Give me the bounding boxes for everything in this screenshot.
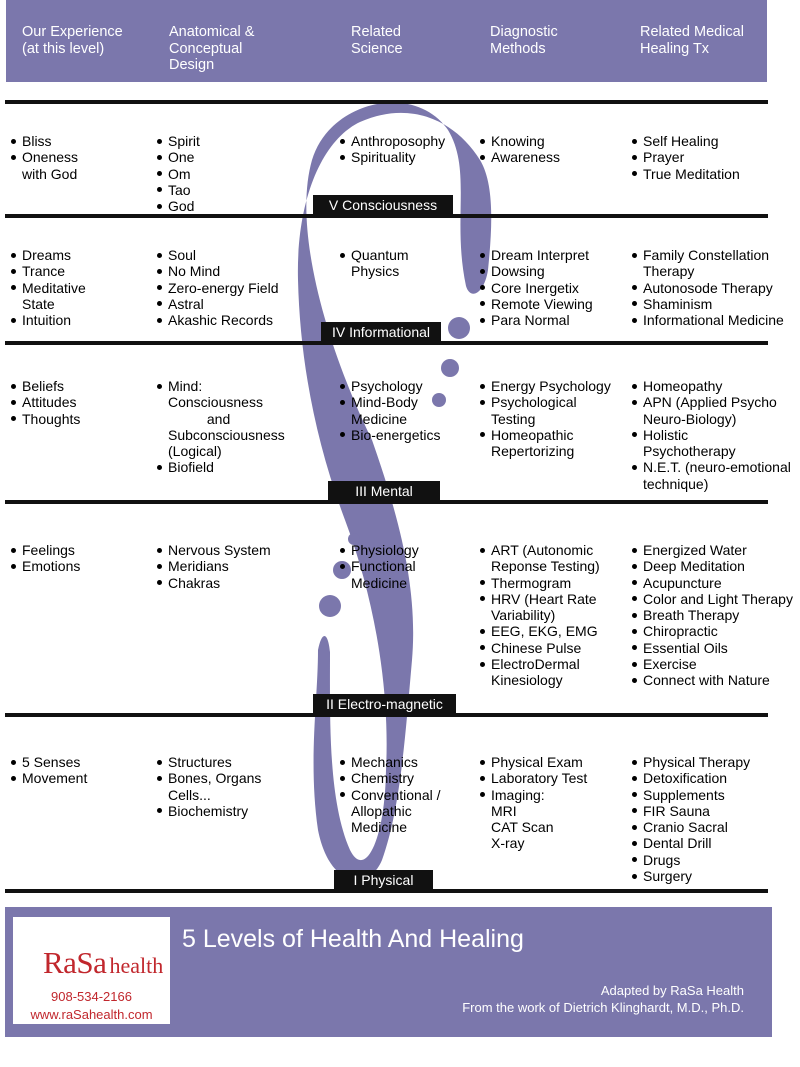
list-item: Therapy xyxy=(643,263,695,280)
list-item: X-ray xyxy=(491,835,525,852)
list-item: Exercise xyxy=(631,656,793,672)
list-item: Trance xyxy=(10,263,86,279)
column-header-experience: Our Experience (at this level) xyxy=(22,24,123,57)
list-item: Medicine xyxy=(351,819,408,836)
list-item: Autonosode Therapy xyxy=(631,280,784,296)
column-header-healing: Related Medical Healing Tx xyxy=(640,24,744,57)
list-item: Tao xyxy=(156,182,200,198)
list-item: Functional xyxy=(339,558,419,574)
list-item: Connect with Nature xyxy=(631,672,793,688)
list-item: FIR Sauna xyxy=(631,803,750,819)
list-item: Intuition xyxy=(10,312,86,328)
list-item: MRI xyxy=(491,802,517,819)
level-1-anatomical-list xyxy=(156,754,261,819)
list-item: technique) xyxy=(643,475,709,492)
list-item: Holistic xyxy=(631,427,791,443)
list-item: Bones, Organs xyxy=(156,770,261,786)
level-label: I Physical xyxy=(334,870,433,890)
level-2-experience-list xyxy=(10,542,80,575)
list-item: Nervous System xyxy=(156,542,271,558)
list-item: No Mind xyxy=(156,263,279,279)
list-item: Emotions xyxy=(10,558,80,574)
list-item: Family Constellation xyxy=(631,247,784,263)
list-item: Deep Meditation xyxy=(631,558,793,574)
list-item: Color and Light Therapy xyxy=(631,591,793,607)
logo-website: www.raSahealth.com xyxy=(30,1007,153,1022)
logo-phone: 908-534-2166 xyxy=(51,989,132,1004)
list-item: Dream Interpret xyxy=(479,247,593,263)
level-2-healing-list xyxy=(631,542,793,689)
list-item: Awareness xyxy=(479,149,560,165)
list-item: Om xyxy=(156,166,200,182)
level-3-healing-list xyxy=(631,378,791,492)
list-item: Reponse Testing) xyxy=(491,558,600,575)
list-item: Chiropractic xyxy=(631,623,793,639)
list-item: Breath Therapy xyxy=(631,607,793,623)
column-header-diagnostic: Diagnostic Methods xyxy=(490,24,558,57)
list-item: Informational Medicine xyxy=(631,312,784,328)
list-item: Thoughts xyxy=(10,411,80,427)
list-item: ElectroDermal xyxy=(479,656,600,672)
level-3-anatomical-list xyxy=(156,378,285,476)
list-item: Testing xyxy=(491,410,536,427)
list-item: Para Normal xyxy=(479,312,593,328)
logo-word: RaSa xyxy=(43,945,107,980)
list-item: 5 Senses xyxy=(10,754,87,770)
credit-source: From the work of Dietrich Klinghardt, M.D., Ph.D. xyxy=(462,1000,744,1015)
list-item: Kinesiology xyxy=(491,672,563,689)
list-item: Bliss xyxy=(10,133,78,149)
level-4-science-list xyxy=(339,247,409,280)
list-item: Biochemistry xyxy=(156,803,261,819)
list-item: Cells... xyxy=(168,786,211,803)
logo-word-suffix: health xyxy=(109,953,164,978)
level-5-diagnostic-list xyxy=(479,133,560,166)
list-item: Chinese Pulse xyxy=(479,640,600,656)
list-item: Variability) xyxy=(491,607,556,624)
list-item: Laboratory Test xyxy=(479,770,587,786)
list-item: Allopathic xyxy=(351,802,412,819)
list-item: Surgery xyxy=(631,868,750,884)
footer-banner xyxy=(5,907,772,1037)
list-item: Psychology xyxy=(339,378,441,394)
list-item: Imaging: xyxy=(479,787,587,803)
list-item: ART (Autonomic xyxy=(479,542,600,558)
level-3-diagnostic-list xyxy=(479,378,611,459)
list-item: Mind-Body xyxy=(339,394,441,410)
list-item: HRV (Heart Rate xyxy=(479,591,600,607)
list-item: APN (Applied Psycho xyxy=(631,394,791,410)
list-item: N.E.T. (neuro-emotional xyxy=(631,459,791,475)
list-item: Consciousness xyxy=(168,394,263,411)
list-item: Medicine xyxy=(351,574,408,591)
list-item: EEG, EKG, EMG xyxy=(479,623,600,639)
list-item: Homeopathic xyxy=(479,427,611,443)
list-item: Spirituality xyxy=(339,149,445,165)
list-item: Conventional / xyxy=(339,787,441,803)
column-header-science: Related Science xyxy=(351,24,403,57)
credit-adapted: Adapted by RaSa Health xyxy=(600,983,744,998)
list-item: Dreams xyxy=(10,247,86,263)
level-4-anatomical-list xyxy=(156,247,279,328)
list-item: True Meditation xyxy=(631,166,740,182)
list-item: Repertorizing xyxy=(491,443,575,460)
list-item: Psychological xyxy=(479,394,611,410)
list-item: Akashic Records xyxy=(156,312,279,328)
list-item: Detoxification xyxy=(631,770,750,786)
list-item: CAT Scan xyxy=(491,819,554,836)
list-item: Mechanics xyxy=(339,754,441,770)
list-item: Feelings xyxy=(10,542,80,558)
list-item: Energy Psychology xyxy=(479,378,611,394)
list-item: Quantum xyxy=(339,247,409,263)
list-item: Spirit xyxy=(156,133,200,149)
list-item: Chakras xyxy=(156,575,271,591)
list-item: Supplements xyxy=(631,787,750,803)
list-item: Anthroposophy xyxy=(339,133,445,149)
level-2-anatomical-list xyxy=(156,542,271,591)
list-item: Prayer xyxy=(631,149,740,165)
level-4-diagnostic-list xyxy=(479,247,593,328)
list-item: Acupuncture xyxy=(631,575,793,591)
level-4-experience-list xyxy=(10,247,86,328)
list-item: Biofield xyxy=(156,459,285,475)
list-item: One xyxy=(156,149,200,165)
list-item: Neuro-Biology) xyxy=(643,410,737,427)
list-item: God xyxy=(156,198,200,214)
list-item: Astral xyxy=(156,296,279,312)
level-label: III Mental xyxy=(328,481,440,501)
level-3-science-list xyxy=(339,378,441,443)
level-1-healing-list xyxy=(631,754,750,884)
list-item: (Logical) xyxy=(168,443,222,460)
list-item: Subconsciousness xyxy=(168,426,285,443)
list-item: State xyxy=(22,295,55,312)
list-item: and xyxy=(168,410,231,427)
level-label: II Electro-magnetic xyxy=(313,694,456,714)
level-5-experience-list xyxy=(10,133,78,182)
list-item: Mind: xyxy=(156,378,285,394)
rasa-health-logo xyxy=(13,917,170,1024)
level-5-anatomical-list xyxy=(156,133,200,214)
list-item: Beliefs xyxy=(10,378,80,394)
list-item: Chemistry xyxy=(339,770,441,786)
list-item: Cranio Sacral xyxy=(631,819,750,835)
list-item: Meridians xyxy=(156,558,271,574)
top-rule xyxy=(5,100,768,104)
list-item: Core Inergetix xyxy=(479,280,593,296)
list-item: Physical Therapy xyxy=(631,754,750,770)
level-5-science-list xyxy=(339,133,445,166)
list-item: Medicine xyxy=(351,410,408,427)
list-item: Knowing xyxy=(479,133,560,149)
list-item: Dental Drill xyxy=(631,835,750,851)
list-item: Self Healing xyxy=(631,133,740,149)
level-1-science-list xyxy=(339,754,441,835)
list-item: Attitudes xyxy=(10,394,80,410)
list-item: Remote Viewing xyxy=(479,296,593,312)
level-1-experience-list xyxy=(10,754,87,787)
list-item: Psychotherapy xyxy=(643,443,736,460)
list-item: Zero-energy Field xyxy=(156,280,279,296)
list-item: Dowsing xyxy=(479,263,593,279)
level-label: V Consciousness xyxy=(313,195,453,215)
level-2-diagnostic-list xyxy=(479,542,600,689)
list-item: Thermogram xyxy=(479,575,600,591)
list-item: Homeopathy xyxy=(631,378,791,394)
level-2-science-list xyxy=(339,542,419,591)
list-item: Shaminism xyxy=(631,296,784,312)
list-item: Physical Exam xyxy=(479,754,587,770)
level-5-healing-list xyxy=(631,133,740,182)
list-item: Drugs xyxy=(631,852,750,868)
column-header-anatomical: Anatomical & Conceptual Design xyxy=(169,24,255,73)
list-item: Energized Water xyxy=(631,542,793,558)
list-item: Physics xyxy=(351,263,400,280)
list-item: Essential Oils xyxy=(631,640,793,656)
level-1-diagnostic-list xyxy=(479,754,587,852)
list-item: Bio-energetics xyxy=(339,427,441,443)
page-title: 5 Levels of Health And Healing xyxy=(182,925,524,953)
list-item: Structures xyxy=(156,754,261,770)
list-item: Soul xyxy=(156,247,279,263)
list-item: Oneness xyxy=(10,149,78,165)
level-label: IV Informational xyxy=(321,322,441,342)
level-4-healing-list xyxy=(631,247,784,328)
list-item: with God xyxy=(22,165,78,182)
list-item: Meditative xyxy=(10,280,86,296)
level-3-experience-list xyxy=(10,378,80,427)
list-item: Movement xyxy=(10,770,87,786)
list-item: Physiology xyxy=(339,542,419,558)
